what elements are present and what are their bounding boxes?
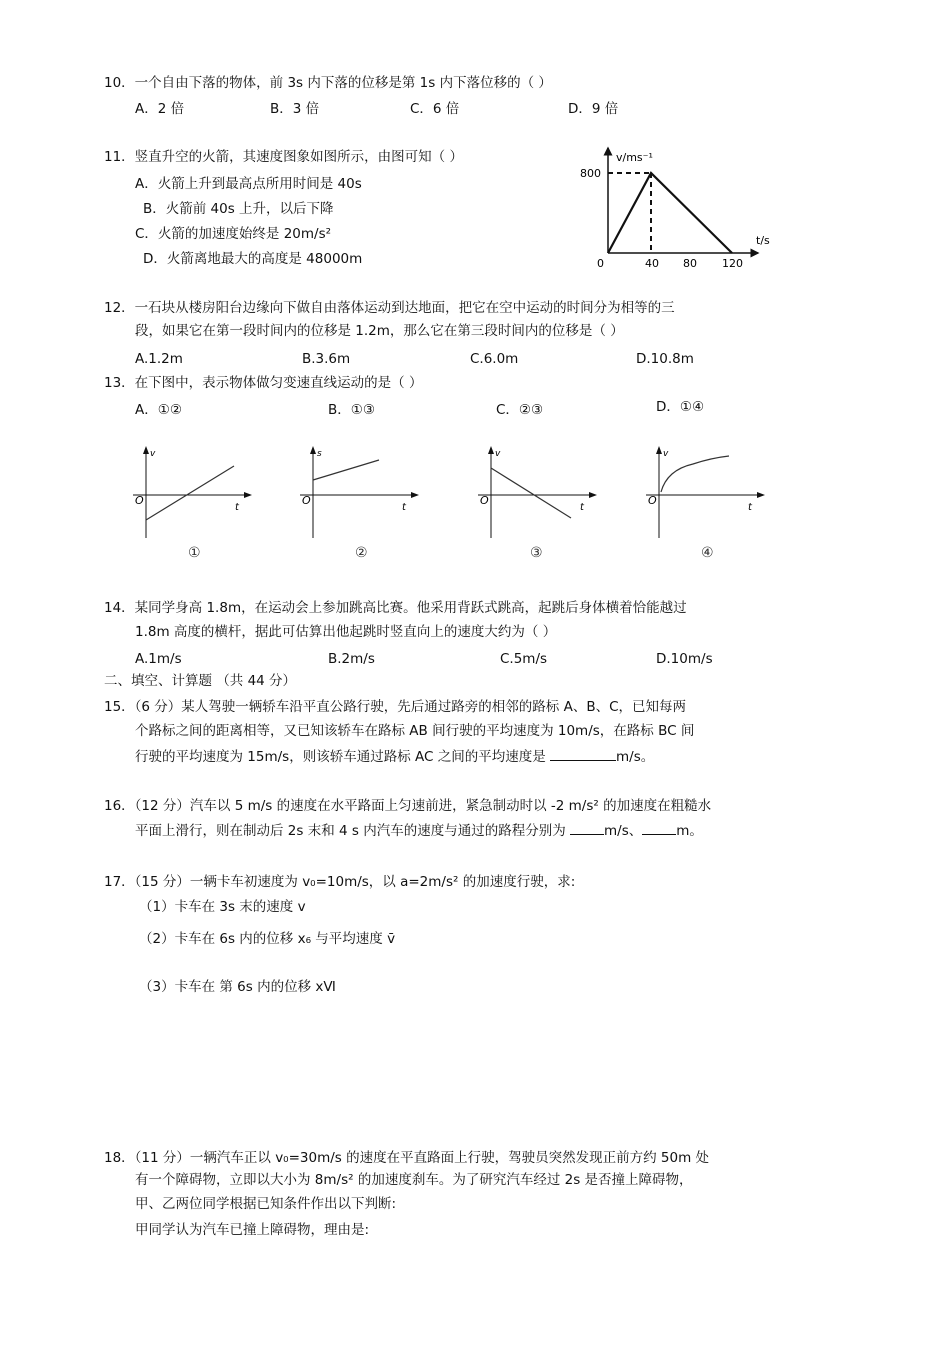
q13-graph-1 [130, 440, 255, 565]
q13-option-c: C．②③ [496, 402, 544, 418]
svg-text:t: t [580, 502, 584, 513]
q14-option-d: D.10m/s [656, 651, 713, 667]
svg-text:t: t [748, 502, 752, 513]
q13-option-b: B．①③ [328, 402, 375, 418]
q12-option-d: D.10.8m [636, 351, 694, 367]
q17-part1: （1）卡车在 3s 末的速度 v [139, 899, 306, 915]
q18-line4: 甲同学认为汽车已撞上障碍物，理由是: [135, 1222, 370, 1238]
svg-text:v: v [150, 449, 156, 459]
svg-text:O: O [302, 494, 311, 507]
q11-option-b: B．火箭前 40s 上升，以后下降 [143, 201, 334, 217]
x-tick-80: 80 [683, 257, 697, 270]
svg-text:t: t [402, 502, 406, 513]
x-label: t/s [756, 234, 770, 247]
q15-line2: 个路标之间的距离相等，又已知该轿车在路标 AB 间行驶的平均速度为 10m/s，在路标 BC 间 [135, 723, 695, 739]
svg-text:O: O [135, 494, 144, 507]
svg-text:v: v [495, 449, 501, 459]
q11-option-c: C．火箭的加速度始终是 20m/s² [135, 226, 332, 242]
q16-velocity-blank[interactable] [570, 820, 604, 835]
q18-line1: 18．（11 分）一辆汽车正以 v₀=30m/s 的速度在平直路面上行驶，驾驶员突然发现正前方约 50m 处 [104, 1150, 710, 1166]
graph3-line [491, 468, 571, 518]
y-label: v/ms⁻¹ [616, 151, 653, 164]
q14-option-b: B.2m/s [328, 651, 375, 667]
q10-option-d: D．9 倍 [568, 101, 619, 117]
svg-text:t: t [235, 502, 239, 513]
q12-option-a: A.1.2m [135, 351, 183, 367]
q16-line1: 16．（12 分）汽车以 5 m/s 的速度在水平路面上匀速前进，紧急制动时以 -2 m/s² 的加速度在粗糙水 [104, 798, 712, 814]
q13-option-d: D．①④ [656, 399, 705, 415]
q17-part3: （3）卡车在 第 6s 内的位移 xⅥ [139, 979, 336, 995]
q10-stem: 10．一个自由下落的物体，前 3s 内下落的位移是第 1s 内下落位移的（ ） [104, 75, 552, 91]
q18-line3: 甲、乙两位同学根据已知条件作出以下判断: [135, 1196, 397, 1212]
q18-line2: 有一个障碍物，立即以大小为 8m/s² 的加速度刹车。为了研究汽车经过 2s 是否撞上障碍物， [135, 1172, 693, 1188]
q11-option-d: D．火箭离地最大的高度是 48000m [143, 251, 363, 267]
x-tick-40: 40 [645, 257, 659, 270]
q17-part2: （2）卡车在 6s 内的位移 x₆ 与平均速度 v̄ [139, 931, 396, 947]
q13-option-a: A．①② [135, 402, 182, 418]
q12-line2: 段，如果它在第一段时间内的位移是 1.2m，那么它在第三段时间内的位移是（ ） [135, 323, 624, 339]
q11-stem: 11．竖直升空的火箭，其速度图象如图所示，由图可知（ ） [104, 149, 463, 165]
graph2-line [313, 460, 379, 480]
svg-text:②: ② [355, 545, 368, 561]
q15-line3: 行驶的平均速度为 15m/s，则该轿车通过路标 AC 之间的平均速度是 m/s。 [135, 746, 654, 766]
q10-option-a: A．2 倍 [135, 101, 185, 117]
q15-answer-blank[interactable] [550, 746, 616, 761]
x-tick-120: 120 [722, 257, 743, 270]
q10-option-b: B．3 倍 [270, 101, 320, 117]
q13-graph-2 [297, 440, 422, 565]
x-tick-0: 0 [597, 257, 604, 270]
y-tick-800: 800 [580, 167, 601, 180]
svg-text:O: O [480, 494, 489, 507]
q13-graph-4 [643, 440, 768, 565]
velocity-line [608, 173, 732, 253]
q17-stem: 17．（15 分）一辆卡车初速度为 v₀=10m/s，以 a=2m/s² 的加速度行驶，求: [104, 874, 576, 890]
q15-line1: 15．（6 分）某人驾驶一辆轿车沿平直公路行驶，先后通过路旁的相邻的路标 A、B、C，已知每两 [104, 699, 687, 715]
q11-velocity-graph [575, 140, 785, 275]
q12-option-b: B.3.6m [302, 351, 351, 367]
graph4-curve [661, 456, 729, 492]
svg-text:④: ④ [701, 545, 714, 561]
q13-stem: 13．在下图中，表示物体做匀变速直线运动的是（ ） [104, 375, 423, 391]
q12-option-c: C.6.0m [470, 351, 519, 367]
q11-option-a: A．火箭上升到最高点所用时间是 40s [135, 176, 362, 192]
graph1-line [146, 466, 234, 520]
q14-line1: 14．某同学身高 1.8m，在运动会上参加跳高比赛。他采用背跃式跳高，起跳后身体横着恰能越过 [104, 600, 687, 616]
q10-option-c: C．6 倍 [410, 101, 460, 117]
q12-line1: 12．一石块从楼房阳台边缘向下做自由落体运动到达地面，把它在空中运动的时间分为相等的三 [104, 300, 675, 316]
q14-option-c: C.5m/s [500, 651, 548, 667]
section-2-heading: 二、填空、计算题 （共 44 分） [104, 673, 297, 689]
svg-text:O: O [648, 494, 657, 507]
svg-text:③: ③ [530, 545, 543, 561]
q13-graph-3 [475, 440, 600, 565]
q16-line2: 平面上滑行，则在制动后 2s 末和 4 s 内汽车的速度与通过的路程分别为 m/s、 m。 [135, 820, 703, 840]
q16-distance-blank[interactable] [642, 820, 676, 835]
q14-option-a: A.1m/s [135, 651, 182, 667]
svg-text:①: ① [188, 545, 201, 561]
q14-line2: 1.8m 高度的横杆，据此可估算出他起跳时竖直向上的速度大约为（ ） [135, 624, 557, 640]
svg-text:s: s [317, 449, 322, 459]
svg-text:v: v [663, 449, 669, 459]
